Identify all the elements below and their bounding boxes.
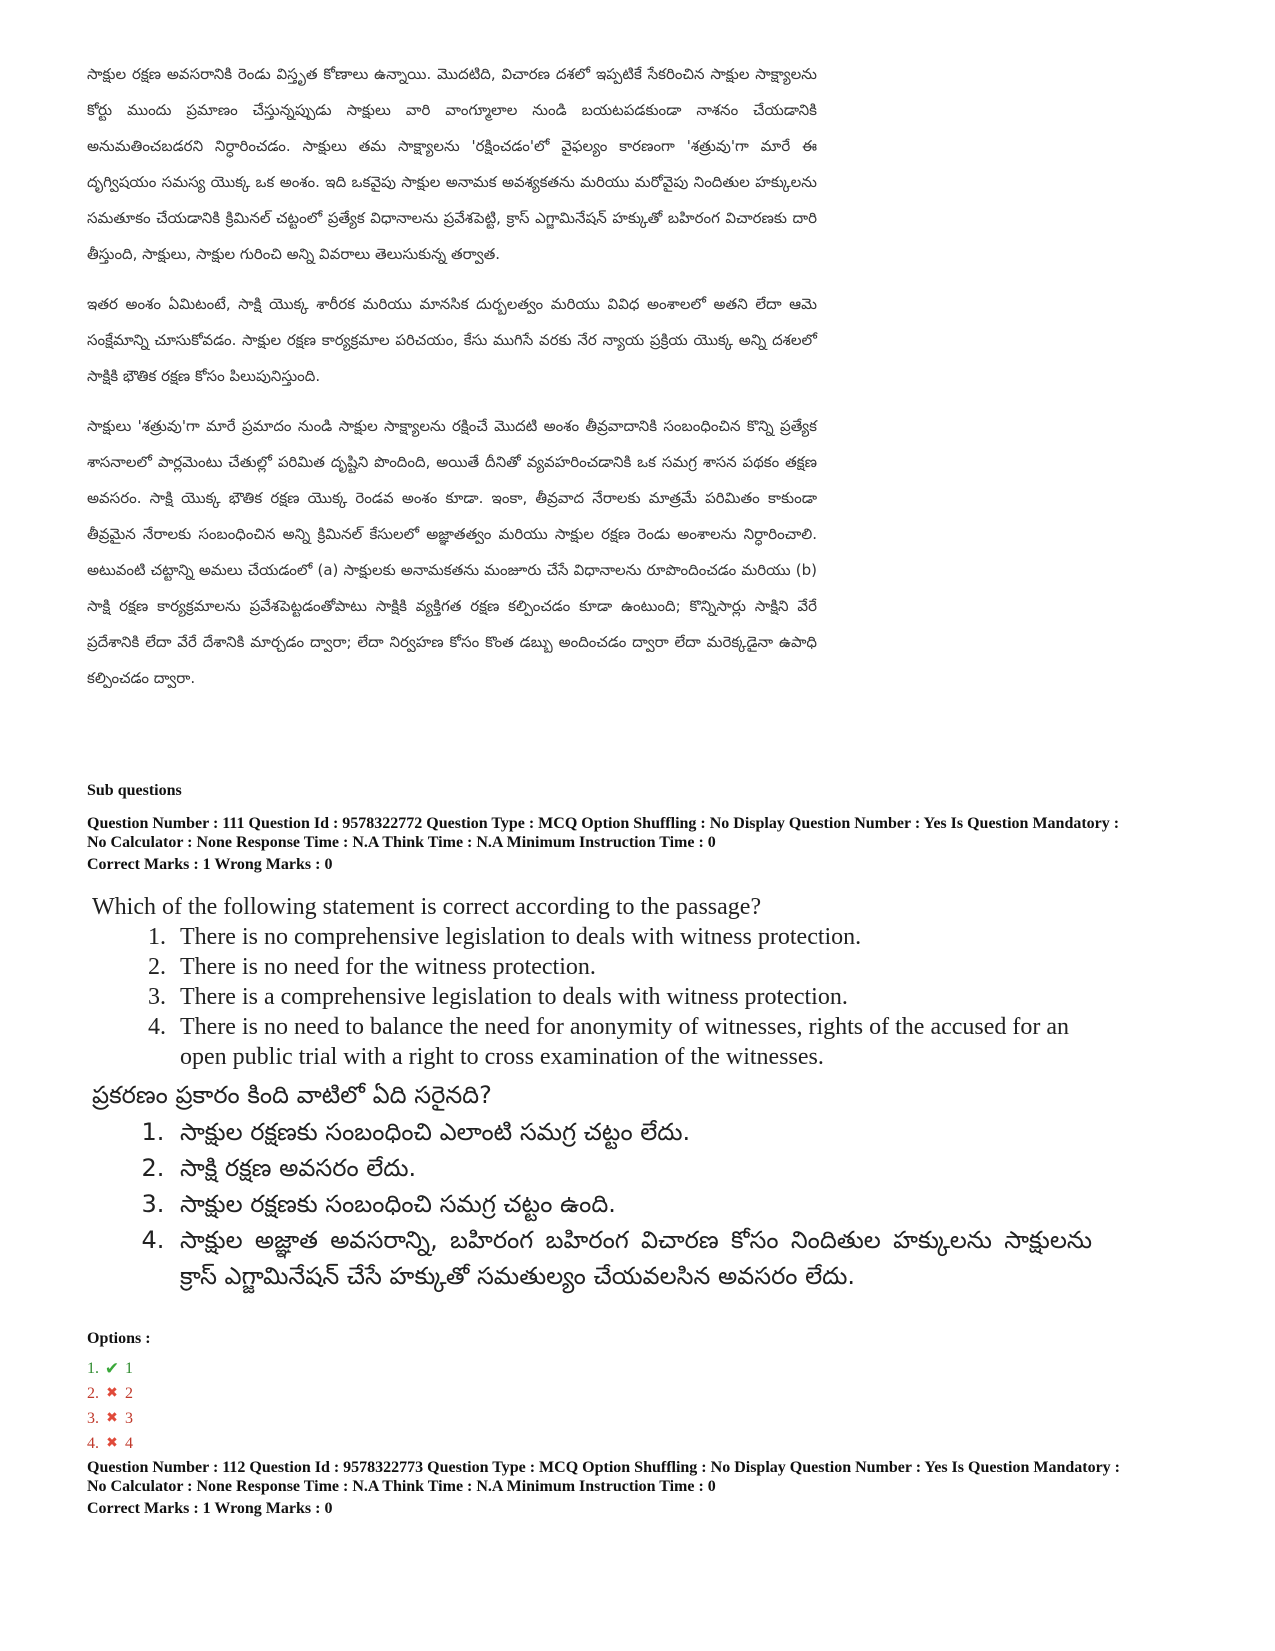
option-item[interactable]: [87, 1431, 133, 1456]
cross-icon: ✖: [106, 1435, 118, 1451]
cross-icon: ✖: [106, 1385, 118, 1401]
statement-list-telugu: [92, 1114, 1092, 1294]
question-111-body: [92, 892, 1092, 1294]
statement-item: 2. There is no need for the witness protection.: [172, 952, 1092, 982]
option-item[interactable]: [87, 1356, 133, 1381]
option-item[interactable]: [87, 1381, 133, 1406]
options-label: Options :: [87, 1330, 151, 1347]
question-meta-line: No Calculator : None Response Time : N.A Think Time : N.A Minimum Instruction Time : 0: [87, 834, 716, 851]
question-111-meta: [87, 814, 1207, 874]
check-icon: ✔: [104, 1358, 120, 1378]
statement-item: 1. సాక్షుల రక్షణకు సంబంధించి ఎలాంటి సమగ్ర చట్టం లేదు.: [172, 1114, 1092, 1150]
sub-questions-label: Sub questions: [87, 782, 182, 799]
statement-item: 4. There is no need to balance the need for anonymity of witnesses, rights of the accused for an open public trial with a right to cross examination of the witnesses.: [172, 1012, 1092, 1072]
statement-list-english: [92, 922, 1092, 1072]
option-value: 3: [125, 1409, 133, 1427]
option-number: 3.: [87, 1409, 99, 1427]
options-list: [87, 1356, 133, 1456]
passage-paragraph: సాక్షులు 'శత్రువు'గా మారే ప్రమాదం నుండి సాక్షుల సాక్ష్యాలను రక్షించే మొదటి అంశం తీవ్రవాదానికి సంబంధించిన కొన్ని ప్రత్యేక శాసనాలలో పార్లమెంటు చేతుల్లో పరిమిత దృష్టిని పొందింది, అయితే దీనితో వ్యవహరించడానికి ఒక సమగ్ర శాసన పథకం తక్షణ అవసరం. సాక్షి యొక్క భౌతిక రక్షణ యొక్క రెండవ అంశం కూడా. ఇంకా, తీవ్రవాద నేరాలకు మాత్రమే పరిమితం కాకుండా తీవ్రమైన నేరాలకు సంబంధించిన అన్ని క్రిమినల్ కేసులలో అజ్ఞాతత్వం మరియు సాక్షుల రక్షణ రెండు అంశాలను నిర్ధారించాలి. అటువంటి చట్టాన్ని అమలు చేయడంలో (a) సాక్షులకు అనామకతను మంజూరు చేసే విధానాలను రూపొందించడం మరియు (b) సాక్షి రక్షణ కార్యక్రమాలను ప్రవేశపెట్టడంతోపాటు సాక్షికి వ్యక్తిగత రక్షణ కల్పించడం కూడా ఉంటుంది; కొన్నిసార్లు సాక్షిని వేరే ప్రదేశానికి లేదా వేరే దేశానికి మార్చడం ద్వారా; లేదా నిర్వహణ కోసం కొంత డబ్బు అందించడం ద్వారా లేదా మరెక్కడైనా ఉపాధి కల్పించడం ద్వారా.: [87, 417, 817, 687]
question-text-telugu: ప్రకరణం ప్రకారం కింది వాటిలో ఏది సరైనది?: [92, 1081, 492, 1109]
question-meta-line: Question Number : 112 Question Id : 9578322773 Question Type : MCQ Option Shuffling : No Display Question Number : Yes Is Question Mandatory :: [87, 1459, 1120, 1476]
statement-item: 3. There is a comprehensive legislation to deals with witness protection.: [172, 982, 1092, 1012]
passage-paragraph: ఇతర అంశం ఏమిటంటే, సాక్షి యొక్క శారీరక మరియు మానసిక దుర్బలత్వం మరియు వివిధ అంశాలలో అతని లేదా ఆమె సంక్షేమాన్ని చూసుకోవడం. సాక్షుల రక్షణ కార్యక్రమాల పరిచయం, కేసు ముగిసే వరకు నేర న్యాయ ప్రక్రియ యొక్క అన్ని దశలలో సాక్షికి భౌతిక రక్షణ కోసం పిలుపునిస్తుంది.: [87, 295, 817, 385]
question-112-meta: [87, 1458, 1207, 1518]
option-number: 4.: [87, 1434, 99, 1452]
question-meta-line: No Calculator : None Response Time : N.A Think Time : N.A Minimum Instruction Time : 0: [87, 1478, 716, 1495]
passage: [87, 56, 817, 710]
option-value: 1: [125, 1359, 133, 1377]
question-marks: Correct Marks : 1 Wrong Marks : 0: [87, 1500, 333, 1517]
passage-paragraph: సాక్షుల రక్షణ అవసరానికి రెండు విస్తృత కోణాలు ఉన్నాయి. మొదటిది, విచారణ దశలో ఇప్పటికే సేకరించిన సాక్షుల సాక్ష్యాలను కోర్టు ముందు ప్రమాణం చేస్తున్నప్పుడు సాక్షులు వారి వాంగ్మూలాల నుండి బయటపడకుండా నాశనం చేయడానికి అనుమతించబడరని నిర్ధారించడం. సాక్షులు తమ సాక్ష్యాలను 'రక్షించడం'లో వైఫల్యం కారణంగా 'శత్రువు'గా మారే ఈ దృగ్విషయం సమస్య యొక్క ఒక అంశం. ఇది ఒకవైపు సాక్షుల అనామక అవశ్యకతను మరియు మరోవైపు నిందితుల హక్కులను సమతూకం చేయడానికి క్రిమినల్ చట్టంలో ప్రత్యేక విధానాలను ప్రవేశపెట్టి, క్రాస్ ఎగ్జామినేషన్ హక్కుతో బహిరంగ విచారణకు దారి తీస్తుంది, సాక్షులు, సాక్షుల గురించి అన్ని వివరాలు తెలుసుకున్న తర్వాత.: [87, 65, 817, 263]
question-meta-line: Question Number : 111 Question Id : 9578322772 Question Type : MCQ Option Shuffling : No Display Question Number : Yes Is Question Mandatory :: [87, 815, 1120, 832]
option-value: 4: [125, 1434, 133, 1452]
question-text-english: Which of the following statement is correct according to the passage?: [92, 894, 762, 920]
option-number: 1.: [87, 1359, 99, 1377]
statement-item: 2. సాక్షి రక్షణ అవసరం లేదు.: [172, 1150, 1092, 1186]
option-number: 2.: [87, 1384, 99, 1402]
statement-item: 3. సాక్షుల రక్షణకు సంబంధించి సమగ్ర చట్టం ఉంది.: [172, 1186, 1092, 1222]
option-value: 2: [125, 1384, 133, 1402]
statement-item: 4. సాక్షుల అజ్ఞాత అవసరాన్ని, బహిరంగ బహిరంగ విచారణ కోసం నిందితుల హక్కులను సాక్షులను క్రాస్ ఎగ్జామినేషన్ చేసే హక్కుతో సమతుల్యం చేయవలసిన అవసరం లేదు.: [172, 1222, 1092, 1294]
cross-icon: ✖: [106, 1410, 118, 1426]
statement-item: 1. There is no comprehensive legislation to deals with witness protection.: [172, 922, 1092, 952]
option-item[interactable]: [87, 1406, 133, 1431]
question-marks: Correct Marks : 1 Wrong Marks : 0: [87, 856, 333, 873]
